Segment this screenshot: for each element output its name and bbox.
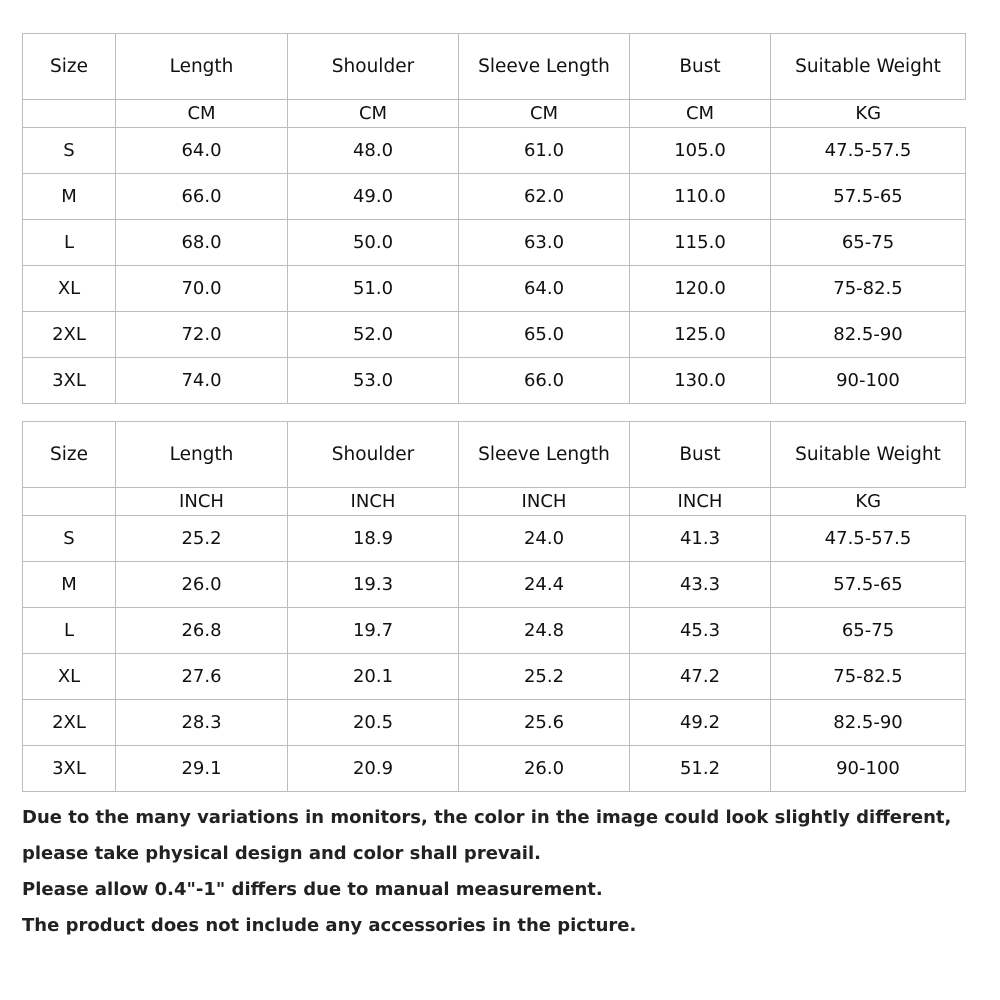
- table-cell: 2XL: [23, 700, 116, 746]
- header-cell-bust: Bust: [630, 422, 771, 488]
- table-cell: 120.0: [630, 266, 771, 312]
- header-cell-size: Size: [23, 422, 116, 488]
- table-cell: 51.2: [630, 746, 771, 792]
- table-cell: 64.0: [459, 266, 630, 312]
- table-cell: 48.0: [288, 128, 459, 174]
- header-row: [23, 34, 966, 100]
- table-cell: S: [23, 516, 116, 562]
- table-cell: M: [23, 562, 116, 608]
- table-cell: 3XL: [23, 746, 116, 792]
- header-cell-shoulder: Shoulder: [288, 422, 459, 488]
- header-row: [23, 422, 966, 488]
- table-cell: 61.0: [459, 128, 630, 174]
- table-cell: 62.0: [459, 174, 630, 220]
- table-cell: L: [23, 608, 116, 654]
- table-cell: 41.3: [630, 516, 771, 562]
- table-cell: 26.8: [116, 608, 288, 654]
- table-cell: 24.8: [459, 608, 630, 654]
- table-cell: 65-75: [771, 220, 966, 266]
- table-cell: 2XL: [23, 312, 116, 358]
- table-cell: 18.9: [288, 516, 459, 562]
- unit-cell-sleeve-length: INCH: [459, 488, 630, 516]
- table-cell: 26.0: [459, 746, 630, 792]
- table-row: [23, 700, 966, 746]
- table-cell: 63.0: [459, 220, 630, 266]
- table-cell: 27.6: [116, 654, 288, 700]
- table-cell: 20.5: [288, 700, 459, 746]
- table-cell: 90-100: [771, 358, 966, 404]
- unit-cell-suitable-weight: KG: [771, 488, 966, 516]
- note-line: Due to the many variations in monitors, the color in the image could look slightly different,: [22, 807, 952, 828]
- table-cell: 130.0: [630, 358, 771, 404]
- table-cell: L: [23, 220, 116, 266]
- table-cell: 125.0: [630, 312, 771, 358]
- table-cell: 105.0: [630, 128, 771, 174]
- table-cell: 115.0: [630, 220, 771, 266]
- table-cell: 25.6: [459, 700, 630, 746]
- table-cell: 52.0: [288, 312, 459, 358]
- table-cell: 49.0: [288, 174, 459, 220]
- table-cell: S: [23, 128, 116, 174]
- header-cell-size: Size: [23, 34, 116, 100]
- note-line: The product does not include any accessories in the picture.: [22, 915, 637, 936]
- table-cell: 47.2: [630, 654, 771, 700]
- unit-row: [23, 100, 966, 128]
- table-cell: 57.5-65: [771, 562, 966, 608]
- table-cell: 65-75: [771, 608, 966, 654]
- disclaimer-notes: [22, 800, 982, 944]
- table-cell: 65.0: [459, 312, 630, 358]
- table-row: [23, 562, 966, 608]
- table-cell: 82.5-90: [771, 700, 966, 746]
- table-cell: 24.4: [459, 562, 630, 608]
- unit-cell-length: INCH: [116, 488, 288, 516]
- table-cell: 29.1: [116, 746, 288, 792]
- table-row: [23, 358, 966, 404]
- table-cell: 47.5-57.5: [771, 516, 966, 562]
- table-cell: 47.5-57.5: [771, 128, 966, 174]
- table-row: [23, 266, 966, 312]
- table-cell: 24.0: [459, 516, 630, 562]
- table-row: [23, 608, 966, 654]
- note-line: please take physical design and color shall prevail.: [22, 843, 541, 864]
- table-row: [23, 312, 966, 358]
- table-cell: 45.3: [630, 608, 771, 654]
- table-cell: 53.0: [288, 358, 459, 404]
- table-row: [23, 746, 966, 792]
- table-cell: 75-82.5: [771, 266, 966, 312]
- header-cell-suitable-weight: Suitable Weight: [771, 422, 966, 488]
- table-cell: 20.1: [288, 654, 459, 700]
- header-cell-sleeve-length: Sleeve Length: [459, 34, 630, 100]
- size-chart-inch-table: [22, 421, 966, 792]
- table-cell: XL: [23, 266, 116, 312]
- table-cell: 66.0: [459, 358, 630, 404]
- table-cell: 25.2: [459, 654, 630, 700]
- size-chart-cm-table: [22, 33, 966, 404]
- table-cell: 110.0: [630, 174, 771, 220]
- table-cell: 3XL: [23, 358, 116, 404]
- table-cell: 19.7: [288, 608, 459, 654]
- table-cell: 72.0: [116, 312, 288, 358]
- table-row: [23, 174, 966, 220]
- table-cell: 57.5-65: [771, 174, 966, 220]
- table-cell: 75-82.5: [771, 654, 966, 700]
- unit-cell-sleeve-length: CM: [459, 100, 630, 128]
- unit-row: [23, 488, 966, 516]
- unit-cell-shoulder: CM: [288, 100, 459, 128]
- header-cell-sleeve-length: Sleeve Length: [459, 422, 630, 488]
- table-cell: 68.0: [116, 220, 288, 266]
- unit-cell-size: [23, 488, 116, 516]
- table-cell: 50.0: [288, 220, 459, 266]
- unit-cell-shoulder: INCH: [288, 488, 459, 516]
- header-cell-shoulder: Shoulder: [288, 34, 459, 100]
- unit-cell-bust: CM: [630, 100, 771, 128]
- table-cell: 64.0: [116, 128, 288, 174]
- header-cell-bust: Bust: [630, 34, 771, 100]
- table-cell: 51.0: [288, 266, 459, 312]
- table-cell: 82.5-90: [771, 312, 966, 358]
- table-cell: 20.9: [288, 746, 459, 792]
- note-line: Please allow 0.4"-1" differs due to manual measurement.: [22, 879, 603, 900]
- table-cell: 66.0: [116, 174, 288, 220]
- table-cell: 70.0: [116, 266, 288, 312]
- table-cell: XL: [23, 654, 116, 700]
- table-cell: M: [23, 174, 116, 220]
- unit-cell-suitable-weight: KG: [771, 100, 966, 128]
- unit-cell-bust: INCH: [630, 488, 771, 516]
- table-cell: 26.0: [116, 562, 288, 608]
- table-cell: 28.3: [116, 700, 288, 746]
- table-row: [23, 220, 966, 266]
- header-cell-length: Length: [116, 34, 288, 100]
- header-cell-suitable-weight: Suitable Weight: [771, 34, 966, 100]
- table-row: [23, 128, 966, 174]
- table-cell: 49.2: [630, 700, 771, 746]
- table-cell: 43.3: [630, 562, 771, 608]
- table-cell: 90-100: [771, 746, 966, 792]
- table-row: [23, 516, 966, 562]
- table-cell: 19.3: [288, 562, 459, 608]
- header-cell-length: Length: [116, 422, 288, 488]
- table-cell: 25.2: [116, 516, 288, 562]
- table-row: [23, 654, 966, 700]
- unit-cell-length: CM: [116, 100, 288, 128]
- table-cell: 74.0: [116, 358, 288, 404]
- unit-cell-size: [23, 100, 116, 128]
